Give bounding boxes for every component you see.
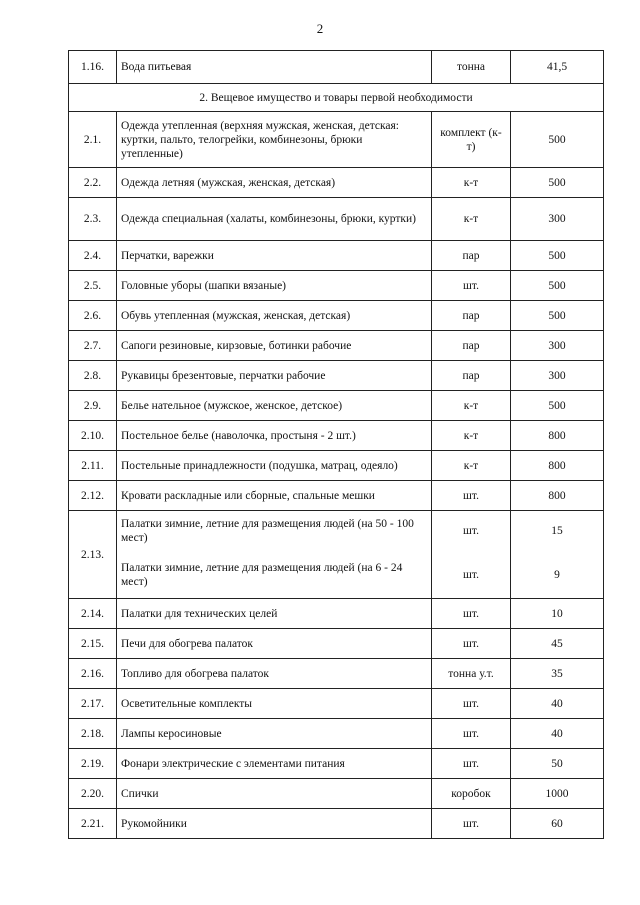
item-name: Палатки зимние, летние для размещения людей (на 6 - 24 мест) [117, 552, 432, 599]
row-number: 2.15. [69, 629, 117, 659]
row-number: 2.21. [69, 809, 117, 839]
item-name: Постельные принадлежности (подушка, матрац, одеяло) [117, 451, 432, 481]
table-row [69, 168, 604, 198]
row-number: 1.16. [69, 51, 117, 84]
row-number: 2.18. [69, 719, 117, 749]
row-number: 2.2. [69, 168, 117, 198]
table-row [69, 331, 604, 361]
item-unit: комплект (к-т) [432, 112, 511, 168]
table-row [69, 361, 604, 391]
row-number: 2.20. [69, 779, 117, 809]
item-unit: пар [432, 241, 511, 271]
item-unit: пар [432, 361, 511, 391]
table-row [69, 391, 604, 421]
item-unit: шт. [432, 599, 511, 629]
table-row [69, 421, 604, 451]
item-unit: коробок [432, 779, 511, 809]
item-name: Печи для обогрева палаток [117, 629, 432, 659]
item-name: Спички [117, 779, 432, 809]
item-name: Белье нательное (мужское, женское, детское) [117, 391, 432, 421]
section-title: 2. Вещевое имущество и товары первой необходимости [69, 84, 604, 112]
item-unit: шт. [432, 689, 511, 719]
item-quantity: 300 [511, 198, 604, 241]
row-number: 2.5. [69, 271, 117, 301]
item-quantity: 800 [511, 421, 604, 451]
section-header-row [69, 84, 604, 112]
table-row [69, 629, 604, 659]
item-unit: шт. [432, 809, 511, 839]
item-quantity: 40 [511, 689, 604, 719]
table-row [69, 689, 604, 719]
supplies-table [68, 50, 604, 839]
item-unit: шт. [432, 749, 511, 779]
table-row [69, 511, 604, 552]
row-number: 2.17. [69, 689, 117, 719]
item-name: Одежда летняя (мужская, женская, детская) [117, 168, 432, 198]
item-name: Сапоги резиновые, кирзовые, ботинки рабочие [117, 331, 432, 361]
item-unit: шт. [432, 552, 511, 599]
table-row [69, 809, 604, 839]
item-quantity: 500 [511, 112, 604, 168]
item-unit: шт. [432, 719, 511, 749]
row-number: 2.9. [69, 391, 117, 421]
row-number: 2.8. [69, 361, 117, 391]
item-unit: шт. [432, 511, 511, 552]
item-name: Головные уборы (шапки вязаные) [117, 271, 432, 301]
item-unit: шт. [432, 481, 511, 511]
item-quantity: 500 [511, 271, 604, 301]
item-name: Топливо для обогрева палаток [117, 659, 432, 689]
item-unit: к-т [432, 451, 511, 481]
item-name: Фонари электрические с элементами питания [117, 749, 432, 779]
item-unit: шт. [432, 271, 511, 301]
item-name: Рукомойники [117, 809, 432, 839]
item-unit: пар [432, 331, 511, 361]
item-name: Вода питьевая [117, 51, 432, 84]
item-quantity: 9 [511, 552, 604, 599]
item-name: Палатки зимние, летние для размещения людей (на 50 - 100 мест) [117, 511, 432, 552]
item-name: Одежда специальная (халаты, комбинезоны, брюки, куртки) [117, 198, 432, 241]
item-unit: к-т [432, 168, 511, 198]
table-row [69, 719, 604, 749]
item-quantity: 500 [511, 391, 604, 421]
row-number: 2.14. [69, 599, 117, 629]
row-number: 2.10. [69, 421, 117, 451]
item-unit: тонна у.т. [432, 659, 511, 689]
item-quantity: 500 [511, 241, 604, 271]
table-row [69, 51, 604, 84]
table-row [69, 198, 604, 241]
item-quantity: 800 [511, 481, 604, 511]
item-quantity: 15 [511, 511, 604, 552]
item-quantity: 40 [511, 719, 604, 749]
row-number: 2.13. [69, 511, 117, 599]
item-name: Обувь утепленная (мужская, женская, детская) [117, 301, 432, 331]
row-number: 2.3. [69, 198, 117, 241]
item-unit: к-т [432, 391, 511, 421]
item-quantity: 60 [511, 809, 604, 839]
item-unit: пар [432, 301, 511, 331]
item-quantity: 50 [511, 749, 604, 779]
table-row [69, 659, 604, 689]
page-number: 2 [316, 21, 324, 36]
row-number: 2.11. [69, 451, 117, 481]
item-quantity: 45 [511, 629, 604, 659]
item-quantity: 500 [511, 301, 604, 331]
table-row [69, 599, 604, 629]
table-row [69, 451, 604, 481]
item-quantity: 800 [511, 451, 604, 481]
row-number: 2.1. [69, 112, 117, 168]
row-number: 2.19. [69, 749, 117, 779]
item-name: Палатки для технических целей [117, 599, 432, 629]
item-unit: тонна [432, 51, 511, 84]
row-number: 2.12. [69, 481, 117, 511]
item-quantity: 300 [511, 331, 604, 361]
item-quantity: 500 [511, 168, 604, 198]
row-number: 2.4. [69, 241, 117, 271]
item-name: Перчатки, варежки [117, 241, 432, 271]
item-quantity: 1000 [511, 779, 604, 809]
item-name: Одежда утепленная (верхняя мужская, женская, детская: куртки, пальто, телогрейки, комбинезоны, брюки утепленные) [117, 112, 432, 168]
item-quantity: 10 [511, 599, 604, 629]
item-quantity: 41,5 [511, 51, 604, 84]
item-name: Рукавицы брезентовые, перчатки рабочие [117, 361, 432, 391]
table-row [69, 552, 604, 599]
row-number: 2.7. [69, 331, 117, 361]
table-row [69, 271, 604, 301]
item-name: Постельное белье (наволочка, простыня - 2 шт.) [117, 421, 432, 451]
item-name: Осветительные комплекты [117, 689, 432, 719]
table-row [69, 749, 604, 779]
row-number: 2.16. [69, 659, 117, 689]
item-quantity: 300 [511, 361, 604, 391]
item-unit: к-т [432, 198, 511, 241]
table-row [69, 779, 604, 809]
item-quantity: 35 [511, 659, 604, 689]
item-name: Лампы керосиновые [117, 719, 432, 749]
table-row [69, 481, 604, 511]
item-unit: к-т [432, 421, 511, 451]
table-row [69, 301, 604, 331]
table-row [69, 112, 604, 168]
item-unit: шт. [432, 629, 511, 659]
row-number: 2.6. [69, 301, 117, 331]
table-row [69, 241, 604, 271]
item-name: Кровати раскладные или сборные, спальные мешки [117, 481, 432, 511]
